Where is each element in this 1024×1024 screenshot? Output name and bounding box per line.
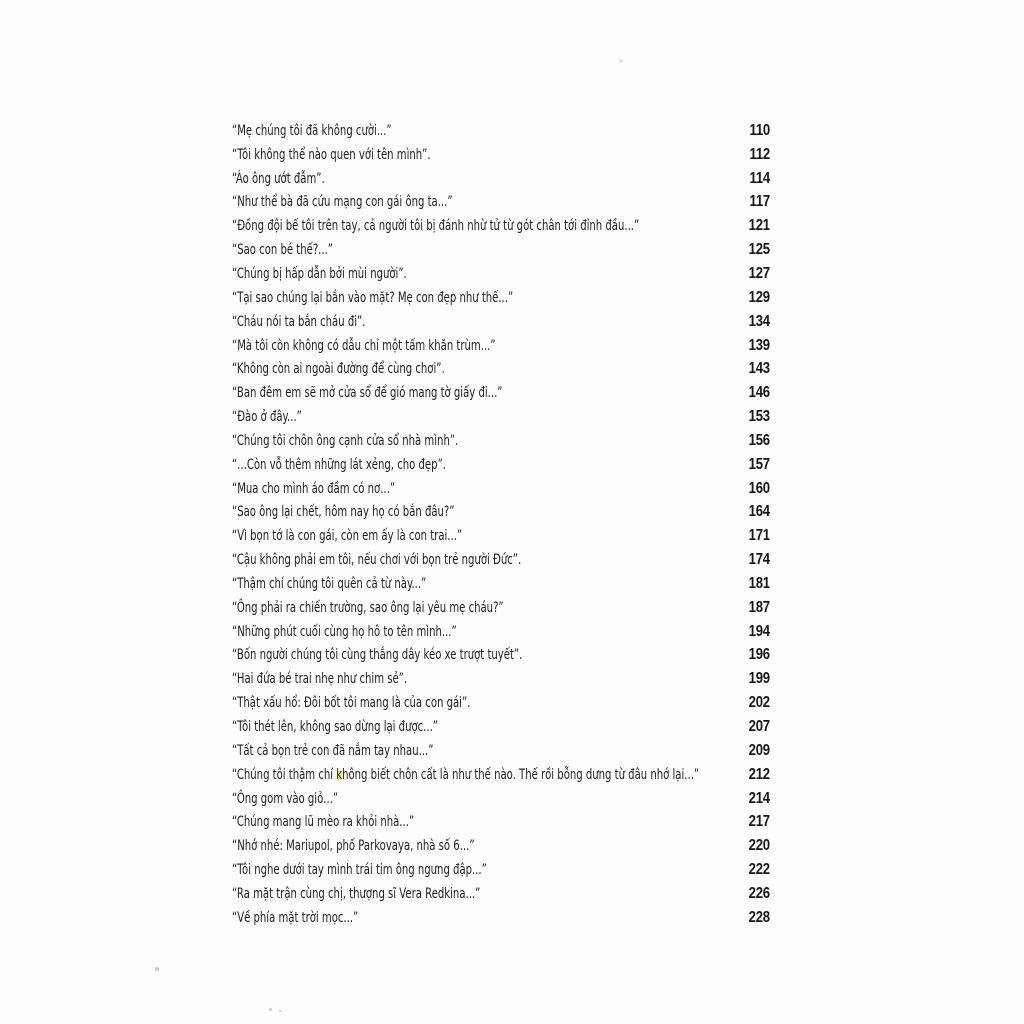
toc-entry-title: “Về phía mặt trời mọc...” [232,909,359,926]
toc-entry-title: “...Còn vỗ thêm những lát xẻng, cho đẹp”. [232,456,446,473]
toc-entry-title: “Ban đêm em sẽ mở cửa sổ để gió mang tờ giấy đi...” [232,385,503,402]
toc-entry-title: “Chúng tôi thậm chí không biết chôn cất là như thế nào. Thế rồi bỗng dưng từ đâu nhớ lại...” [232,766,700,783]
toc-entry-title: “Sao ông lại chết, hôm nay họ có bắn đâu?” [232,504,455,521]
toc-entry-title: “Ông gom vào giỏ...” [232,790,339,807]
toc-entry-page-number: 127 [748,264,770,282]
scan-speck [279,1010,282,1012]
toc-entry [232,262,770,286]
toc-entry [232,596,770,620]
toc-entry-page-number: 214 [748,789,770,807]
toc-entry-page-number: 217 [748,813,770,831]
toc-entry-page-number: 202 [748,694,770,712]
toc-entry [232,477,770,501]
toc-entry [232,715,770,739]
toc-entry-page-number: 209 [748,741,770,759]
toc-entry [232,620,770,644]
toc-entry-page-number: 117 [749,193,770,211]
toc-entry-page-number: 174 [748,551,770,569]
toc-entry [232,882,770,906]
toc-entry [232,524,770,548]
toc-entry-title: “Chúng bị hấp dẫn bởi mùi người”. [232,265,407,282]
toc-entry-title: “Áo ông ướt đẫm”. [232,170,325,187]
toc-entry-page-number: 207 [748,718,770,736]
toc-entry-page-number: 114 [749,169,770,187]
toc-entry-page-number: 125 [748,241,770,259]
toc-entry-page-number: 110 [749,121,770,139]
scan-speck [269,1008,272,1011]
toc-entry-title: “Tôi nghe dưới tay mình trái tim ông ngưng đập...” [232,862,487,879]
toc-entry [232,691,770,715]
toc-entry-title: “Bốn người chúng tôi cùng thắng dây kéo xe trượt tuyết”. [232,647,523,664]
toc-entry [232,453,770,477]
toc-entry-title: “Những phút cuối cùng họ hô to tên mình...” [232,623,457,640]
toc-entry-title: “Mẹ chúng tôi đã không cười...” [232,122,392,139]
toc-entry-title: “Cháu nói ta bắn cháu đi”. [232,313,366,330]
toc-entry-page-number: 139 [748,336,770,354]
toc-entry [232,548,770,572]
toc-entry-title: “Thật xấu hổ: Đôi bốt tôi mang là của con gái”. [232,695,471,712]
toc-entry [232,644,770,668]
toc-entry-page-number: 199 [748,670,770,688]
toc-entry [232,214,770,238]
toc-entry-title: “Đồng đội bế tôi trên tay, cả người tôi bị đánh nhừ tử từ gót chân tới đỉnh đầu...” [232,218,640,235]
toc-entry-page-number: 171 [748,527,770,545]
toc-entry-page-number: 187 [748,598,770,616]
toc-entry-title: “Tại sao chúng lại bắn vào mặt? Mẹ con đẹp như thế...” [232,289,514,306]
toc-entry-title: “Mua cho mình áo đầm có nơ...” [232,480,396,497]
toc-entry-page-number: 228 [748,908,770,926]
toc-entry [232,334,770,358]
toc-entry-page-number: 157 [748,455,770,473]
toc-entry [232,238,770,262]
toc-entry-page-number: 121 [748,217,770,235]
toc-entry [232,834,770,858]
toc-entry [232,286,770,310]
toc-entry [232,739,770,763]
toc-entry-title: “Vì bọn tớ là con gái, còn em ấy là con trai...” [232,528,463,545]
toc-entry [232,787,770,811]
toc-entry-title: “Mà tôi còn không có dẫu chỉ một tấm khăn trùm...” [232,337,496,354]
toc-entry-page-number: 160 [748,479,770,497]
toc-entry [232,572,770,596]
toc-entry [232,810,770,834]
toc-entry-title: “Ông phải ra chiến trường, sao ông lại yêu mẹ cháu?” [232,599,504,616]
toc-entry [232,906,770,930]
toc-entry-title: “Sao con bé thế?...” [232,242,334,259]
toc-entry-page-number: 222 [748,861,770,879]
toc-entry-page-number: 181 [748,574,770,592]
scan-speck [619,59,622,63]
toc-entry-page-number: 220 [748,837,770,855]
toc-entry [232,405,770,429]
toc-entry-page-number: 153 [748,408,770,426]
toc-entry [232,858,770,882]
toc-entry-title: “Nhớ nhé: Mariupol, phố Parkovaya, nhà số 6...” [232,838,475,855]
scan-speck [155,967,159,971]
toc-entry-title: “Cậu không phải em tôi, nếu chơi với bọn trẻ người Đức”. [232,552,522,569]
toc-entry [232,143,770,167]
toc-entry-page-number: 156 [748,431,770,449]
toc-entry-page-number: 194 [748,622,770,640]
toc-entry-page-number: 212 [748,765,770,783]
toc-entry-page-number: 146 [748,384,770,402]
toc-entry [232,310,770,334]
toc-entry-title: “Tôi không thể nào quen với tên mình”. [232,146,431,163]
toc-entry-page-number: 143 [748,360,770,378]
toc-entry-page-number: 129 [748,288,770,306]
toc-entry-page-number: 112 [749,145,770,163]
toc-entry-title: “Đào ở đây...” [232,409,302,426]
toc-entry [232,667,770,691]
toc-entry-title: “Không còn ai ngoài đường để cùng chơi”. [232,361,445,378]
toc-entry-page-number: 226 [748,884,770,902]
toc-entry-title: “Chúng mang lũ mèo ra khỏi nhà...” [232,814,415,831]
toc-entry-title: “Tất cả bọn trẻ con đã nắm tay nhau...” [232,742,434,759]
toc-entry [232,381,770,405]
toc-entry-page-number: 196 [748,646,770,664]
toc-entry [232,167,770,191]
toc-entry-title: “Hai đứa bé trai nhẹ như chim sẻ”. [232,671,408,688]
toc-entry [232,191,770,215]
toc-entry-title: “Thậm chí chúng tôi quên cả từ này...” [232,575,427,592]
toc-entry-title: “Chúng tôi chôn ông cạnh cửa sổ nhà mình”. [232,432,459,449]
toc-entry-title: “Ra mặt trận cùng chị, thượng sĩ Vera Redkina...” [232,885,481,902]
toc-entry [232,501,770,525]
toc-entry [232,763,770,787]
toc-entry [232,357,770,381]
toc-entry [232,119,770,143]
toc-entry-page-number: 164 [748,503,770,521]
toc-entry [232,429,770,453]
toc-entry-title: “Tôi thét lên, không sao dừng lại được...” [232,719,439,736]
toc-entry-title: “Như thể bà đã cứu mạng con gái ông ta...” [232,194,453,211]
table-of-contents [232,119,770,930]
toc-entry-page-number: 134 [748,312,770,330]
